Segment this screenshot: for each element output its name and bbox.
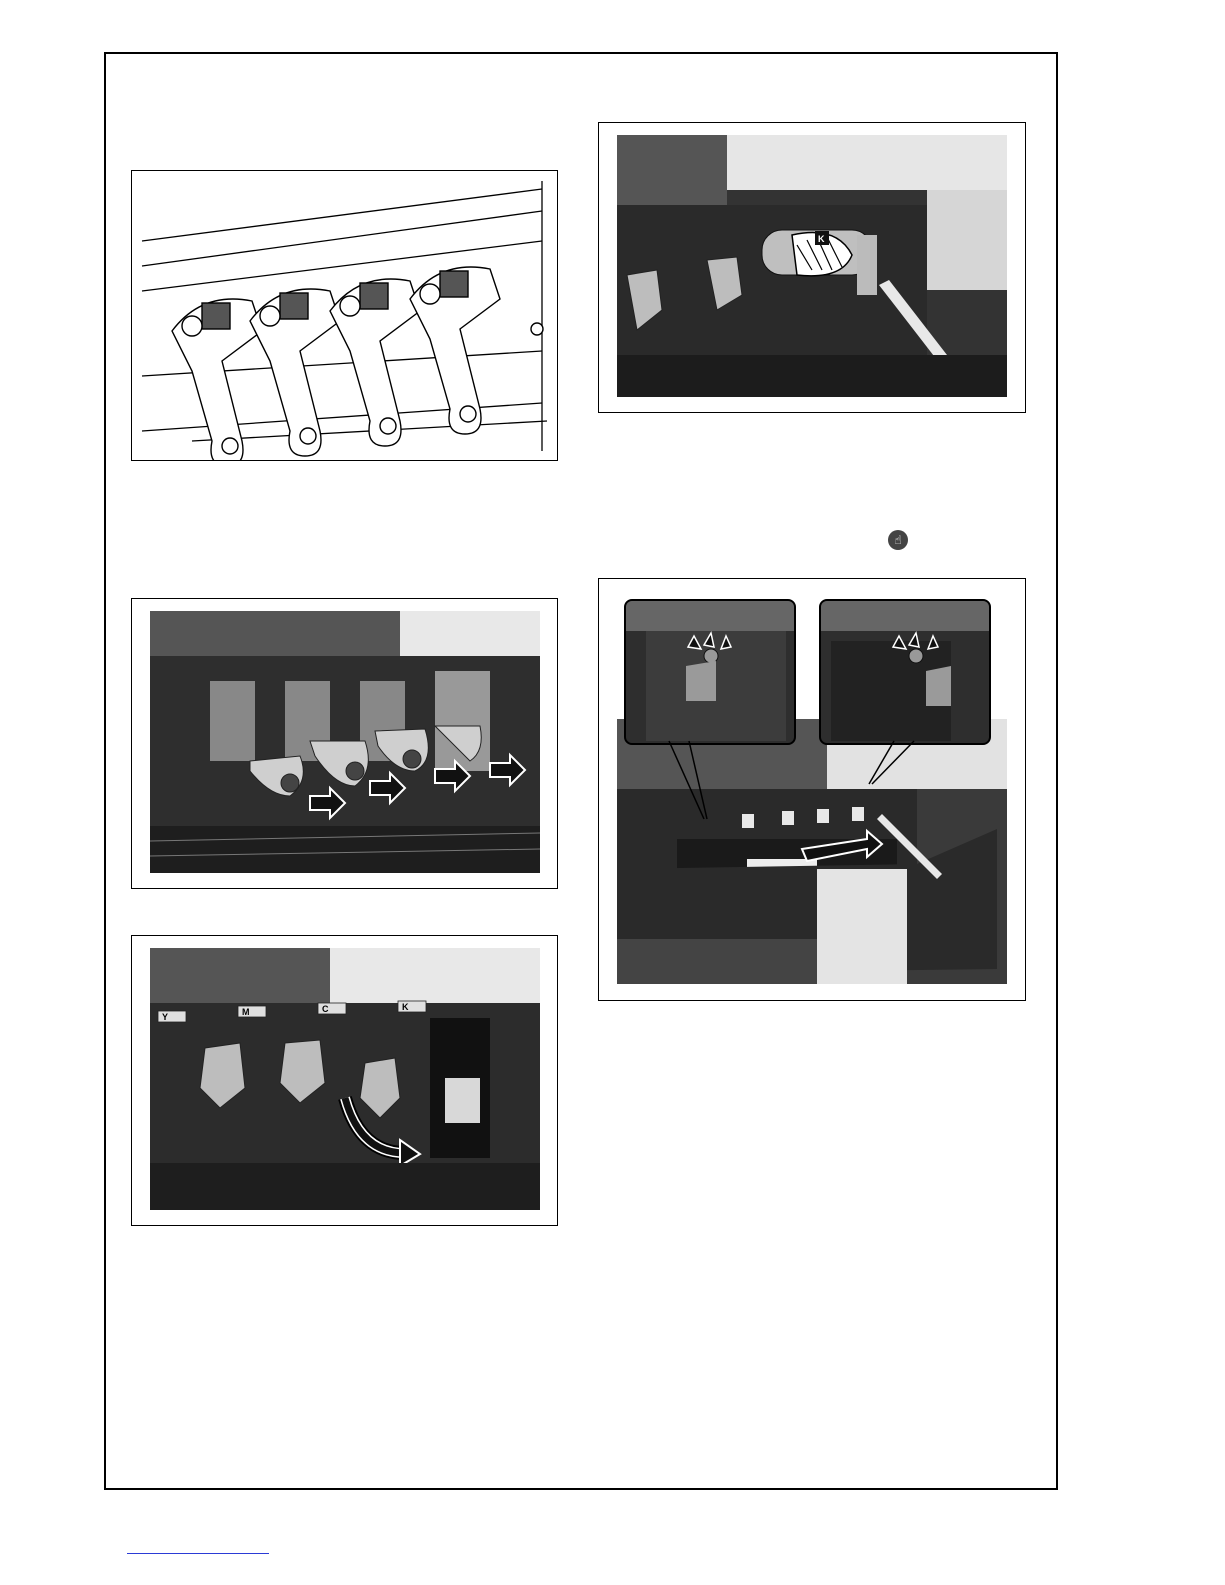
lever-turn-photo <box>150 948 540 1210</box>
station-label-c: C <box>322 1004 329 1014</box>
station-label-y: Y <box>162 1012 169 1022</box>
figure-levers-photo <box>131 598 558 889</box>
waste-box-photo <box>617 719 1007 984</box>
station-label-k: K <box>402 1002 409 1012</box>
hand-touch-icon: ☝ <box>888 530 908 550</box>
inset-right <box>819 599 991 745</box>
station-label-m: M <box>242 1007 250 1017</box>
drum-k-label: K <box>818 234 825 244</box>
figure-drum-k-photo <box>598 122 1026 413</box>
figure-line-drawing <box>131 170 558 461</box>
inset-left <box>624 599 796 745</box>
figure-lever-turn-photo <box>131 935 558 1226</box>
levers-photo <box>150 611 540 873</box>
figure-waste-box-photo <box>598 578 1026 1001</box>
footer-link-underline[interactable] <box>127 1553 269 1554</box>
line-drawing-illustration <box>132 171 557 460</box>
drum-k-photo <box>617 135 1007 397</box>
